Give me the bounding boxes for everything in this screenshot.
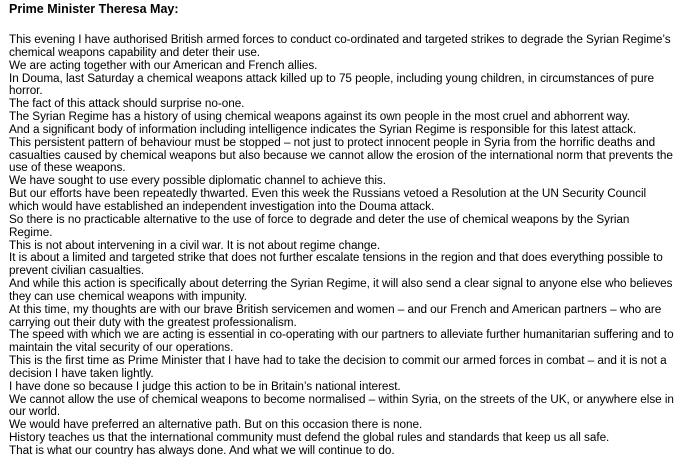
statement-paragraph: We would have preferred an alternative path. But on this occasion there is none.	[9, 418, 423, 432]
statement-paragraph: The Syrian Regime has a history of using chemical weapons against its own people in the most cruel and abhorrent way.	[9, 110, 630, 124]
statement-paragraph: This evening I have authorised British armed forces to conduct co-ordinated and targeted strikes to degrade the Syrian Regime’s chemical weapons capability and deter their use.	[9, 33, 671, 59]
statement-paragraph: This is the first time as Prime Minister that I have had to take the decision to commit our armed forces in combat – and it is not a decision I have taken lightly.	[9, 354, 667, 380]
statement-paragraph: So there is no practicable alternative to the use of force to degrade and deter the use of chemical weapons by the Syrian Regime.	[9, 212, 630, 239]
statement-paragraph: The speed with which we are acting is essential in co-operating with our partners to alleviate further humanitarian suffering and to maintain the vital security of our operations.	[9, 328, 674, 355]
statement-paragraph: I have done so because I judge this action to be in Britain’s national interest.	[9, 379, 401, 393]
statement-paragraph: And a significant body of information including intelligence indicates the Syrian Regime is responsible for this latest attack.	[9, 122, 637, 136]
statement-paragraph: This persistent pattern of behaviour must be stopped – not just to protect innocent people in Syria from the horrific deaths and casualties caused by chemical weapons but also because we cannot allow the erosion of the international norm that prevents the use of these weapons.	[9, 135, 673, 175]
statement-paragraph: It is about a limited and targeted strike that does not further escalate tensions in the region and that does everything possible to prevent civilian casualties.	[9, 251, 663, 278]
statement-paragraph: That is what our country has always done. And what we will continue to do.	[9, 444, 395, 457]
statement-body	[9, 34, 675, 458]
statement-title: Prime Minister Theresa May:	[9, 2, 179, 16]
statement-paragraph: The fact of this attack should surprise no-one.	[9, 97, 245, 111]
statement-paragraph: History teaches us that the international community must defend the global rules and standards that keep us all safe.	[9, 431, 610, 445]
statement-document	[9, 2, 675, 458]
statement-paragraph: But our efforts have been repeatedly thwarted. Even this week the Russians vetoed a Resolution at the UN Security Council which would have established an independent investigation into the Douma attack.	[9, 187, 647, 213]
statement-paragraph: We cannot allow the use of chemical weapons to become normalised – within Syria, on the streets of the UK, or anywhere else in our world.	[9, 392, 674, 419]
statement-paragraph: This is not about intervening in a civil war. It is not about regime change.	[9, 238, 381, 252]
statement-paragraph: At this time, my thoughts are with our brave British servicemen and women – and our French and American partners – who are carrying out their duty with the greatest professionalism.	[9, 302, 662, 329]
statement-paragraph: We are acting together with our American and French allies.	[9, 58, 318, 72]
statement-paragraph: In Douma, last Saturday a chemical weapons attack killed up to 75 people, including young children, in circumstances of pure horror.	[9, 71, 654, 98]
statement-paragraph: We have sought to use every possible diplomatic channel to achieve this.	[9, 174, 386, 188]
statement-paragraph: And while this action is specifically about deterring the Syrian Regime, it will also send a clear signal to anyone else who believes they can use chemical weapons with impunity.	[9, 277, 673, 303]
